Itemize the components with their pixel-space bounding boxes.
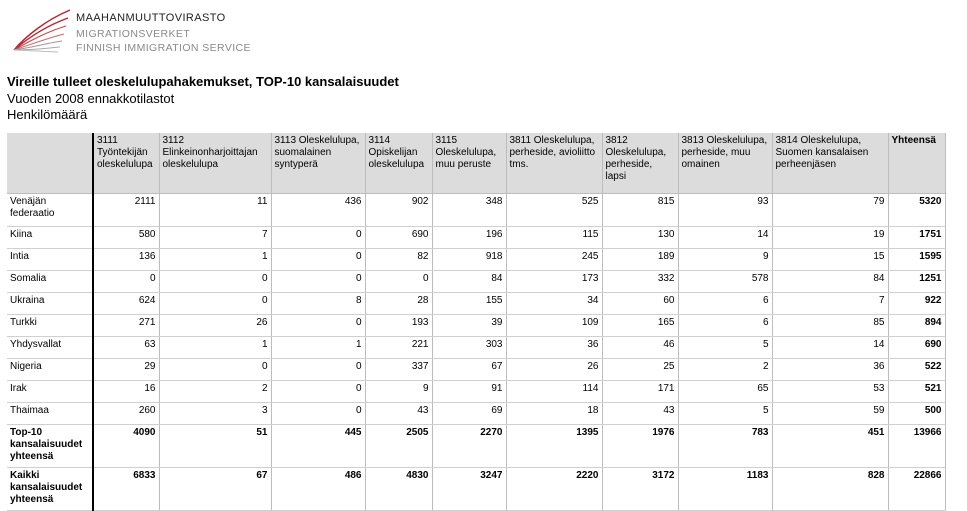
table-cell: 9 (365, 381, 432, 403)
row-total-cell: 1751 (888, 227, 945, 249)
table-cell: 34 (506, 293, 602, 315)
table-cell: 580 (93, 227, 159, 249)
table-cell: 82 (365, 249, 432, 271)
table-summary-row (7, 468, 945, 511)
table-cell: 5 (678, 337, 772, 359)
column-header: 3814 Oleskelulupa, Suomen kansalaisen perheenjäsen (772, 133, 888, 194)
row-label: Top-10 kansalaisuudet yhteensä (7, 425, 93, 468)
table-cell: 29 (93, 359, 159, 381)
table-cell: 60 (602, 293, 678, 315)
table-cell: 1183 (678, 468, 772, 511)
table-cell: 173 (506, 271, 602, 293)
table-cell: 114 (506, 381, 602, 403)
table-cell: 245 (506, 249, 602, 271)
table-cell: 25 (602, 359, 678, 381)
table-cell: 5 (678, 403, 772, 425)
row-label: Thaimaa (7, 403, 93, 425)
table-cell: 0 (271, 381, 365, 403)
row-total-cell: 500 (888, 403, 945, 425)
table-cell: 196 (432, 227, 506, 249)
row-label: Irak (7, 381, 93, 403)
report-subtitle-unit: Henkilömäärä (7, 107, 88, 122)
table-cell: 19 (772, 227, 888, 249)
table-cell: 14 (772, 337, 888, 359)
row-label: Kiina (7, 227, 93, 249)
table-row (7, 381, 945, 403)
table-cell: 93 (678, 194, 772, 227)
table-cell: 436 (271, 194, 365, 227)
table-cell: 9 (678, 249, 772, 271)
table-cell: 221 (365, 337, 432, 359)
table-summary-row (7, 425, 945, 468)
table-row (7, 194, 945, 227)
table-cell: 486 (271, 468, 365, 511)
table-cell: 15 (772, 249, 888, 271)
row-total-cell: 5320 (888, 194, 945, 227)
table-cell: 39 (432, 315, 506, 337)
table-cell: 53 (772, 381, 888, 403)
column-header: 3113 Oleskelulupa, suomalainen syntyperä (271, 133, 365, 194)
table-cell: 109 (506, 315, 602, 337)
header-row (7, 133, 945, 194)
table-cell: 165 (602, 315, 678, 337)
table-cell: 2505 (365, 425, 432, 468)
table-cell: 271 (93, 315, 159, 337)
table-cell: 0 (271, 271, 365, 293)
logo-text-en: FINNISH IMMIGRATION SERVICE (76, 42, 251, 54)
table-cell: 0 (271, 227, 365, 249)
table-cell: 783 (678, 425, 772, 468)
table-cell: 0 (159, 271, 271, 293)
logo-text-sv: MIGRATIONSVERKET (76, 28, 191, 40)
table-cell: 91 (432, 381, 506, 403)
logo-text-fi: MAAHANMUUTTOVIRASTO (76, 12, 226, 24)
table-row (7, 293, 945, 315)
table-row (7, 403, 945, 425)
table-cell: 260 (93, 403, 159, 425)
table-cell: 2111 (93, 194, 159, 227)
column-header: 3111 Työntekijän oleskelulupa (93, 133, 159, 194)
row-label: Yhdysvallat (7, 337, 93, 359)
row-label: Kaikki kansalaisuudet yhteensä (7, 468, 93, 511)
row-label: Ukraina (7, 293, 93, 315)
table-cell: 1 (159, 249, 271, 271)
table-cell: 26 (159, 315, 271, 337)
table-cell: 4090 (93, 425, 159, 468)
table-row (7, 249, 945, 271)
table-cell: 624 (93, 293, 159, 315)
table-cell: 67 (432, 359, 506, 381)
column-header: 3813 Oleskelulupa, perheside, muu omainen (678, 133, 772, 194)
table-cell: 1 (159, 337, 271, 359)
table-cell: 6 (678, 315, 772, 337)
wing-logo-icon (12, 6, 72, 54)
table-cell: 332 (602, 271, 678, 293)
table-cell: 84 (772, 271, 888, 293)
table-cell: 4830 (365, 468, 432, 511)
table-cell: 46 (602, 337, 678, 359)
table-cell: 1395 (506, 425, 602, 468)
table-cell: 2220 (506, 468, 602, 511)
table-cell: 0 (271, 403, 365, 425)
row-label: Turkki (7, 315, 93, 337)
table-cell: 2270 (432, 425, 506, 468)
table-cell: 130 (602, 227, 678, 249)
table-cell: 14 (678, 227, 772, 249)
table-cell: 171 (602, 381, 678, 403)
table-cell: 136 (93, 249, 159, 271)
table-cell: 0 (271, 359, 365, 381)
header-corner (7, 133, 93, 194)
row-total-cell: 13966 (888, 425, 945, 468)
table-row (7, 271, 945, 293)
row-total-cell: 894 (888, 315, 945, 337)
table-cell: 59 (772, 403, 888, 425)
row-total-cell: 1595 (888, 249, 945, 271)
row-total-cell: 522 (888, 359, 945, 381)
table-cell: 155 (432, 293, 506, 315)
table-cell: 2 (678, 359, 772, 381)
table-cell: 85 (772, 315, 888, 337)
table-cell: 303 (432, 337, 506, 359)
table-row (7, 359, 945, 381)
table-cell: 115 (506, 227, 602, 249)
table-row (7, 227, 945, 249)
column-header: 3812 Oleskelulupa, perheside, lapsi (602, 133, 678, 194)
table-cell: 67 (159, 468, 271, 511)
table-cell: 43 (365, 403, 432, 425)
table-cell: 28 (365, 293, 432, 315)
report-subtitle-year: Vuoden 2008 ennakkotilastot (7, 91, 175, 106)
row-label: Nigeria (7, 359, 93, 381)
table-cell: 69 (432, 403, 506, 425)
row-label: Venäjän federaatio (7, 194, 93, 227)
table-cell: 36 (772, 359, 888, 381)
table-cell: 65 (678, 381, 772, 403)
row-total-cell: 521 (888, 381, 945, 403)
table-cell: 525 (506, 194, 602, 227)
table-cell: 2 (159, 381, 271, 403)
table-cell: 1 (271, 337, 365, 359)
table-cell: 16 (93, 381, 159, 403)
table-cell: 815 (602, 194, 678, 227)
table-cell: 51 (159, 425, 271, 468)
table-row (7, 315, 945, 337)
column-header: 3811 Oleskelulupa, perheside, avioliitto tms. (506, 133, 602, 194)
table-cell: 36 (506, 337, 602, 359)
table-cell: 84 (432, 271, 506, 293)
table-cell: 79 (772, 194, 888, 227)
table-cell: 0 (271, 315, 365, 337)
table-cell: 189 (602, 249, 678, 271)
table-cell: 1976 (602, 425, 678, 468)
table-cell: 902 (365, 194, 432, 227)
row-label: Somalia (7, 271, 93, 293)
table-cell: 8 (271, 293, 365, 315)
column-header: 3115 Oleskelulupa, muu peruste (432, 133, 506, 194)
table-cell: 3 (159, 403, 271, 425)
table-cell: 7 (159, 227, 271, 249)
column-header: 3114 Opiskelijan oleskelulupa (365, 133, 432, 194)
row-total-cell: 1251 (888, 271, 945, 293)
table-cell: 26 (506, 359, 602, 381)
table-cell: 0 (159, 293, 271, 315)
column-header: 3112 Elinkeinonharjoittajan oleskelulupa (159, 133, 271, 194)
table-cell: 3172 (602, 468, 678, 511)
table-cell: 337 (365, 359, 432, 381)
table-cell: 0 (271, 249, 365, 271)
table-cell: 578 (678, 271, 772, 293)
table-row (7, 337, 945, 359)
table-cell: 6833 (93, 468, 159, 511)
table-cell: 193 (365, 315, 432, 337)
table-cell: 918 (432, 249, 506, 271)
table-cell: 0 (93, 271, 159, 293)
table-cell: 0 (365, 271, 432, 293)
report-title: Vireille tulleet oleskelulupahakemukset, TOP-10 kansalaisuudet (7, 74, 399, 89)
row-total-cell: 922 (888, 293, 945, 315)
table-cell: 445 (271, 425, 365, 468)
table-cell: 7 (772, 293, 888, 315)
table-cell: 6 (678, 293, 772, 315)
table-cell: 348 (432, 194, 506, 227)
table-cell: 11 (159, 194, 271, 227)
table-cell: 18 (506, 403, 602, 425)
table-cell: 828 (772, 468, 888, 511)
row-total-cell: 690 (888, 337, 945, 359)
row-total-cell: 22866 (888, 468, 945, 511)
row-label: Intia (7, 249, 93, 271)
table-cell: 451 (772, 425, 888, 468)
table-cell: 43 (602, 403, 678, 425)
table-cell: 63 (93, 337, 159, 359)
statistics-table (7, 133, 946, 511)
column-header-total: Yhteensä (888, 133, 945, 194)
agency-logo (12, 6, 272, 56)
table-cell: 690 (365, 227, 432, 249)
table-cell: 3247 (432, 468, 506, 511)
table-cell: 0 (159, 359, 271, 381)
